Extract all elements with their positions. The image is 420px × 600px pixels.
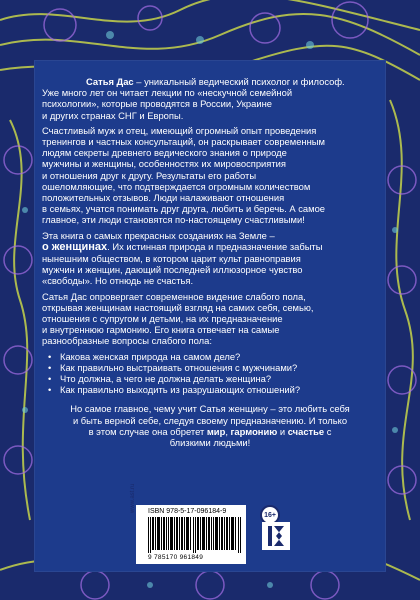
isbn-label: ISBN 978-5-17-096184-9: [148, 508, 227, 515]
question-list: [42, 351, 378, 396]
question-item: • Что должна, а чего не должна делать женщина?: [42, 373, 378, 384]
question-item: • Как правильно выходить из разрушающих отношений?: [42, 384, 378, 395]
publisher-site: www.ast.ru: [130, 483, 136, 513]
description-text: [42, 76, 378, 452]
author-bio: Счастливый муж и отец, имеющий огромный опыт проведения тренингов и частных консультаций, он раскрывает современным людям секреты древнего ведического знания о природе мужчины и женщины, особенностях их мировосприятия и отношения друг к другу. Результаты его работы ошеломляющие, что подтверждается огромным количеством положительных отзывов. Люди налаживают отношения в семьях, учатся понимать друг друга, любить и беречь. А самое главное, эти люди становятся по-настоящему счастливыми!: [42, 124, 325, 226]
age-rating-badge: 16+: [260, 505, 280, 525]
book-description: Эта книга о самых прекрасных созданиях на Земле – о женщинах. Их истинная природа и предназначение забыты нынешним обществом, в котором царит культ равноправия мужчин и женщин, дающий последней иллюзорное чувство «свободы». Но отнюдь не счастья.: [42, 229, 323, 287]
question-item: • Как правильно выстраивать отношения с мужчинами?: [42, 362, 378, 373]
author-intro: Сатья Дас – уникальный ведический психолог и философ. Уже много лет он читает лекции по «нескучной семейной психологии», которые проводятся в России, Украине и других странах СНГ и Европы.: [42, 76, 345, 121]
author-view: Сатья Дас опровергает современное видение слабого пола, открывая женщинам настоящий взгляд на самих себя, семью, отношения с супругом и детьми, на их предназначение и внутреннюю гармонию. Его книга отвечает на самые разнообразные вопросы слабого пола:: [42, 290, 314, 347]
closing-text: Но самое главное, чему учит Сатья женщину – это любить себя и быть верной себе, следуя своему предназначению. И только в этом случае она обретет мир, гармонию и счастье с близкими людьми!: [70, 403, 350, 449]
author-name: Сатья Дас: [86, 76, 134, 87]
barcode-digits: 9 785170 961849: [148, 554, 204, 561]
barcode-bars: [148, 517, 242, 553]
question-item: • Какова женская природа на самом деле?: [42, 351, 378, 362]
barcode: [130, 483, 246, 564]
book-subject: о женщинах: [42, 240, 108, 253]
publisher-logo-icon: [262, 522, 290, 550]
